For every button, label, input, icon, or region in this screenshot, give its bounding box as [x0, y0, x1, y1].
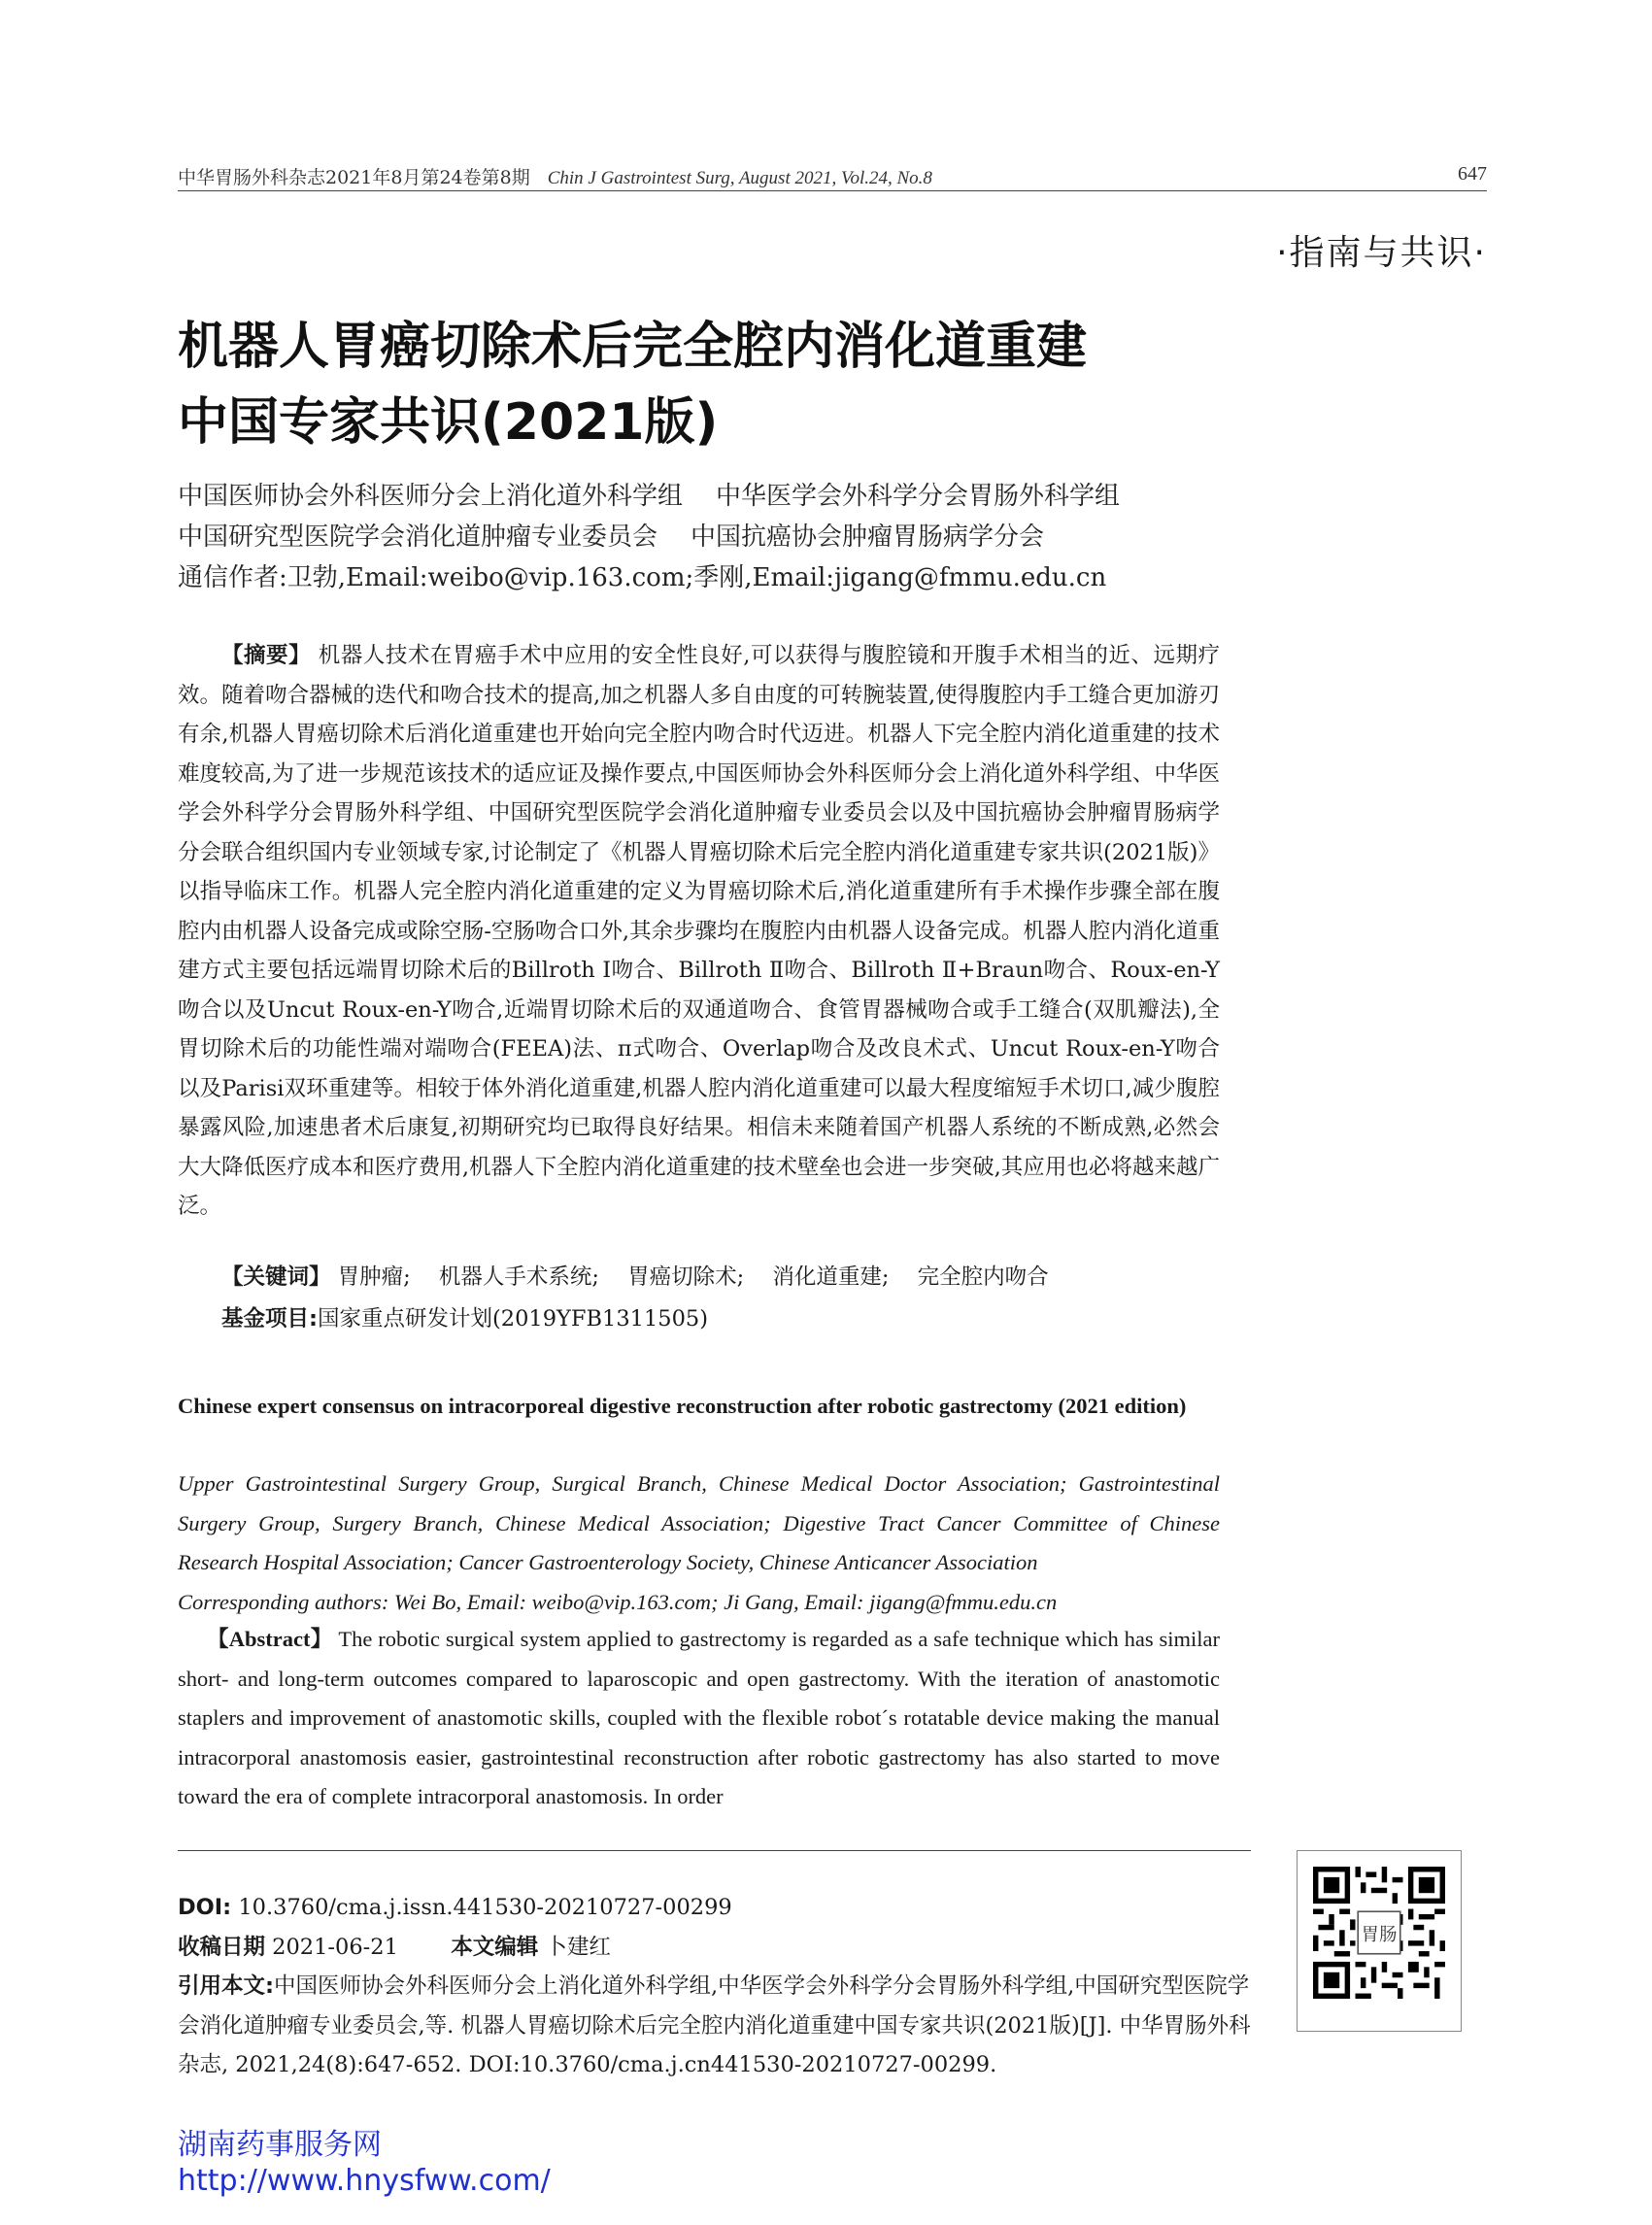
english-abstract-label: 【Abstract】 — [207, 1627, 333, 1651]
english-affiliation-text: Upper Gastrointestinal Surgery Group, Surgical Branch, Chinese Medical Doctor Association; Gastrointestinal Surgery Group, Surgery Branch, Chinese Medical Association; Digestive Tract Cancer Committee of Chinese Research Hospital Association; Cancer Gastroenterology Society, Chinese Anticancer Association — [178, 1471, 1220, 1574]
doi-line — [178, 1888, 1251, 1928]
org-3: 中国研究型医院学会消化道肿瘤专业委员会 — [178, 523, 658, 552]
received-line — [178, 1928, 1251, 1968]
header-rule — [178, 190, 1487, 191]
watermark-url[interactable]: http://www.hnysfww.com/ — [178, 2164, 551, 2198]
journal-name-en: Chin J Gastrointest Surg, August 2021, Vol.24, No.8 — [547, 168, 932, 188]
english-title: Chinese expert consensus on intracorporeal digestive reconstruction after robotic gastrectomy (2021 edition) — [178, 1394, 1187, 1418]
fund-text: 国家重点研发计划(2019YFB1311505) — [318, 1306, 709, 1332]
org-4: 中国抗癌协会肿瘤胃肠病学分会 — [691, 523, 1045, 552]
org-2: 中华医学会外科学分会胃肠外科学组 — [716, 482, 1121, 511]
abstract-cn-text: 机器人技术在胃癌手术中应用的安全性良好,可以获得与腹腔镜和开腹手术相当的近、远期疗效。随着吻合器械的迭代和吻合技术的提高,加之机器人多自由度的可转腕装置,使得腹腔内手工缝合更加游刃有余,机器人胃癌切除术后消化道重建也开始向完全腔内吻合时代迈进。机器人下完全腔内消化道重建的技术难度较高,为了进一步规范该技术的适应证及操作要点,中国医师协会外科医师分会上消化道外科学组、中华医学会外科学分会胃肠外科学组、中国研究型医院学会消化道肿瘤专业委员会以及中国抗癌协会肿瘤胃肠病学分会联合组织国内专业领域专家,讨论制定了《机器人胃癌切除术后完全腔内消化道重建专家共识(2021版)》以指导临床工作。机器人完全腔内消化道重建的定义为胃癌切除术后,消化道重建所有手术操作步骤全部在腹腔内由机器人设备完成或除空肠-空肠吻合口外,其余步骤均在腹腔内由机器人设备完成。机器人腔内消化道重建方式主要包括远端胃切除术后的Billroth Ⅰ吻合、Billroth Ⅱ吻合、Billroth Ⅱ+Braun吻合、Roux-en-Y吻合以及Uncut Roux-en-Y吻合,近端胃切除术后的双通道吻合、食管胃器械吻合或手工缝合(双肌瓣法),全胃切除术后的功能性端对端吻合(FEEA)法、π式吻合、Overlap吻合及改良术式、Uncut Roux-en-Y吻合以及Parisi双环重建等。相较于体外消化道重建,机器人腔内消化道重建可以最大程度缩短手术切口,减少腹腔暴露风险,加速患者术后康复,初期研究均已取得良好结果。相信未来随着国产机器人系统的不断成熟,必然会大大降低医疗成本和医疗费用,机器人下全腔内消化道重建的技术壁垒也会进一步突破,其应用也必将越来越广泛。 — [178, 643, 1220, 1219]
english-abstract — [178, 1620, 1220, 1817]
corresponding-authors: 通信作者:卫勃,Email:weibo@vip.163.com;季刚,Email:jigang@fmmu.edu.cn — [178, 563, 1107, 592]
running-header — [178, 163, 932, 189]
watermark — [178, 2127, 551, 2199]
english-corresponding: Corresponding authors: Wei Bo, Email: weibo@vip.163.com; Ji Gang, Email: jigang@fmmu.edu.cn — [178, 1589, 1058, 1614]
author-organizations — [178, 476, 1120, 598]
doi-value: 10.3760/cma.j.issn.441530-20210727-00299 — [238, 1895, 732, 1920]
title-line-2: 中国专家共识(2021版) — [178, 393, 719, 452]
article-title — [178, 309, 1295, 460]
doi-label: DOI: — [178, 1895, 232, 1920]
received-label: 收稿日期 — [178, 1934, 266, 1960]
citation-label: 引用本文: — [178, 1973, 274, 1999]
qr-code-graphic — [1313, 1867, 1445, 1999]
keyword-item: 消化道重建; — [772, 1264, 890, 1290]
english-affiliations — [178, 1465, 1220, 1622]
journal-name-cn: 中华胃肠外科杂志2021年8月第24卷第8期 — [178, 167, 530, 188]
keyword-item: 胃癌切除术; — [627, 1264, 745, 1290]
watermark-site-name: 湖南药事服务网 — [178, 2128, 382, 2162]
fund-project — [221, 1301, 708, 1332]
editor-label: 本文编辑 — [451, 1934, 539, 1960]
keywords-label: 【关键词】 — [221, 1264, 331, 1290]
keyword-item: 胃肿瘤; — [337, 1264, 411, 1290]
footer-rule — [178, 1850, 1251, 1851]
editor-name: 卜建红 — [545, 1934, 611, 1960]
title-line-1: 机器人胃癌切除术后完全腔内消化道重建 — [178, 318, 1088, 376]
qr-center-label: 胃肠 — [1361, 1925, 1398, 1946]
citation — [178, 1967, 1251, 2085]
keywords — [221, 1260, 1070, 1291]
fund-label: 基金项目: — [221, 1306, 318, 1332]
page-number: 647 — [1458, 163, 1487, 185]
received-date: 2021-06-21 — [272, 1934, 398, 1960]
citation-text: 中国医师协会外科医师分会上消化道外科学组,中华医学会外科学分会胃肠外科学组,中国研究型医院学会消化道肿瘤专业委员会,等. 机器人胃癌切除术后完全腔内消化道重建中国专家共识(2021版)[J]. 中华胃肠外科杂志, 2021,24(8):647-652. DOI:10.3760/cma.j.cn441530-20210727-00299. — [178, 1973, 1251, 2077]
org-1: 中国医师协会外科医师分会上消化道外科学组 — [178, 482, 684, 511]
qr-code — [1297, 1850, 1462, 2032]
column-tag: ·指南与共识· — [1276, 233, 1487, 273]
abstract-cn — [178, 636, 1220, 1227]
keyword-item: 机器人手术系统; — [438, 1264, 600, 1290]
keyword-item: 完全腔内吻合 — [917, 1264, 1049, 1290]
article-footer — [178, 1888, 1251, 2085]
abstract-cn-label: 【摘要】 — [221, 643, 312, 668]
english-abstract-text: The robotic surgical system applied to gastrectomy is regarded as a safe technique which has similar short- and long-term outcomes compared to laparoscopic and open gastrectomy. With the iteration of anastomotic staplers and improvement of anastomotic skills, coupled with the flexible robot´s rotatable device making the manual intracorporal anastomosis easier, gastrointestinal reconstruction after robotic gastrectomy has also started to move toward the era of complete intracorporal anastomosis. In order — [178, 1627, 1220, 1808]
